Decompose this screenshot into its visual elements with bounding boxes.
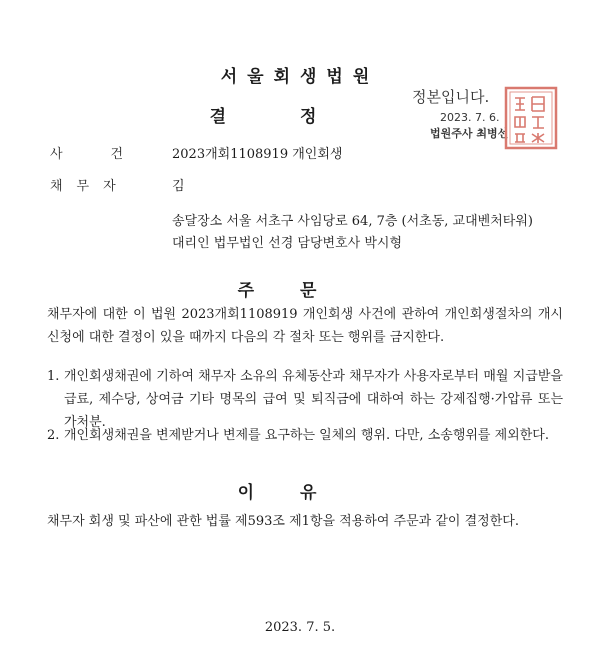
decision-date: 2023. 7. 5. [264, 620, 336, 635]
order-item-text: 개인회생채권을 변제받거나 변제를 요구하는 일체의 행위. 다만, 소송행위를 제외한다. [64, 428, 549, 443]
order-item-text: 개인회생채권에 기하여 채무자 소유의 유체동산과 채무자가 사용자로부터 매월 지급받을 급료, 제수당, 상여금 기타 명목의 급여 및 퇴직금에 대하여 하는 강제집행·가압류 또는 가처분. [64, 369, 563, 430]
order-item-number: 1. [47, 369, 60, 384]
document-type: 결정 [209, 107, 391, 127]
reason-text: 채무자 회생 및 파산에 관한 법률 제593조 제1항을 적용하여 주문과 같이 결정한다. [47, 514, 519, 529]
order-main-text: 채무자에 대한 이 법원 2023개회1108919 개인회생 사건에 관하여 개인회생절차의 개시신청에 대한 결정이 있을 때까지 다음의 각 절차 또는 행위를 금지한다. [47, 307, 563, 345]
court-name: 서울회생법원 [220, 67, 380, 87]
court-seal-stamp [504, 86, 558, 150]
legal-agent: 대리인 법무법인 선경 담당변호사 박시형 [172, 236, 403, 251]
debtor-value: 김 [172, 179, 185, 194]
debtor-label: 채무자 [50, 179, 130, 194]
court-officer: 법원주사 최병선 [430, 127, 509, 140]
order-heading: 주문 [237, 281, 363, 301]
case-value: 2023개회1108919 개인회생 [172, 147, 343, 162]
certified-date: 2023. 7. 6. [440, 111, 500, 124]
service-address: 송달장소 서울 서초구 사임당로 64, 7층 (서초동, 교대벤처타워) [172, 214, 533, 229]
case-label: 사건 [50, 147, 172, 162]
reason-heading: 이유 [237, 483, 363, 503]
order-item-number: 2. [47, 428, 60, 443]
certified-copy-text: 정본입니다. [412, 88, 490, 106]
